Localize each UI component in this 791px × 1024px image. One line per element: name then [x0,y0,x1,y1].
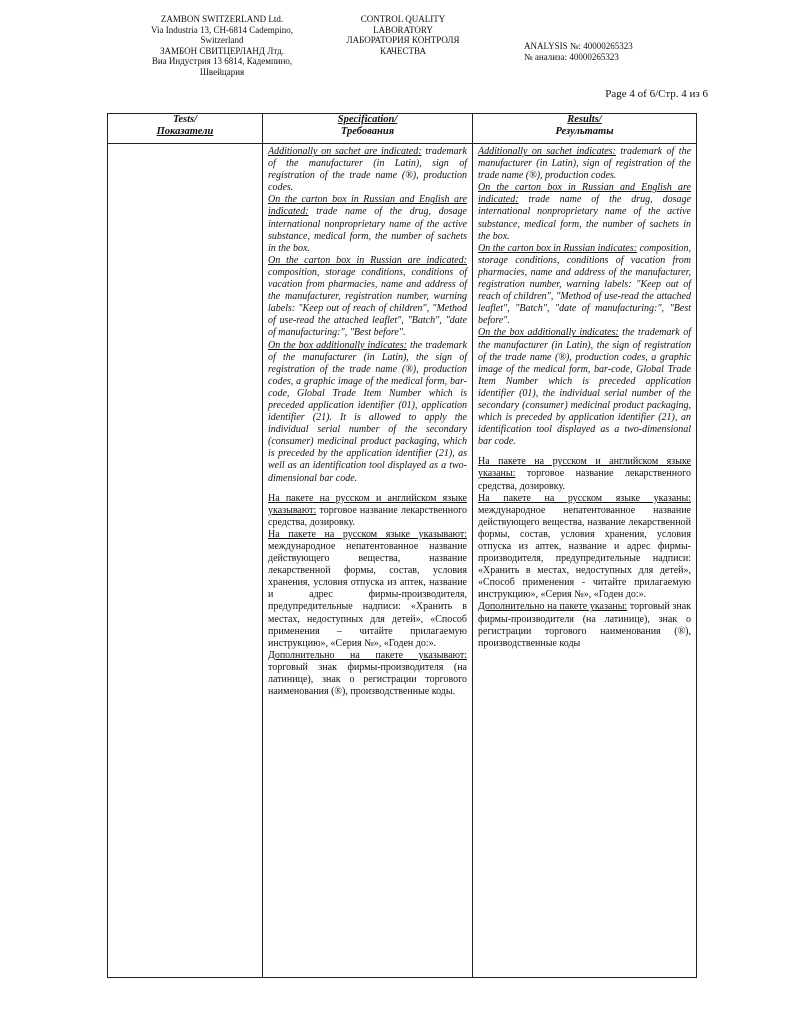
specification-header-ru: Требования [340,126,395,137]
table-header-row [108,114,697,144]
result-heading: On the carton box in Russian indicates: [478,242,638,254]
result-heading-ru: Дополнительно на пакете указаны: [478,601,628,613]
result-heading: Additionally on sachet indicates: [478,146,616,157]
specification-header [263,114,473,144]
tests-header-ru: Показатели [156,126,214,137]
result-heading: On the carton box in Russian and English are indicated: [478,182,691,206]
page-number: Page 4 of 6/Стр. 4 из 6 [605,88,708,100]
specification-cell [263,144,473,978]
spec-text: trade name of the drug, dosage international nonproprietary name of the active substance, medical form, the number of sachets in the box. [268,206,467,254]
spec-heading-ru: Дополнительно на пакете указывают: [268,649,467,661]
tests-cell [108,144,263,978]
spec-paragraph [268,194,467,254]
result-heading-ru: На пакете на русском и английском языке указаны: [478,456,691,480]
spec-heading: On the box additionally indicates: [268,339,407,351]
table-row [108,144,697,978]
result-heading-ru: На пакете на русском языке указаны: [478,492,691,504]
spec-text: composition, storage conditions, conditions of vacation from pharmacies, name and address of the manufacturer, registration number, warning labels: "Keep out of reach of children", "Method of use-read the attached leaflet", "Batch", "date of manufacturing:", "Best before". [268,266,467,339]
spec-text-ru: торговое название лекарственного средства, дозировку. [268,504,467,528]
result-paragraph-ru [478,493,691,602]
result-paragraph [478,146,691,182]
result-text-ru: торговый знак фирмы-производителя (на латинице), знак о регистрации торгового наименования (®), производственные коды [478,601,692,649]
lab-line: ЛАБОРАТОРИЯ КОНТРОЛЯ [346,35,460,46]
results-header [473,114,697,144]
result-paragraph-ru [478,456,691,492]
spec-paragraph [268,146,467,194]
spec-heading: On the carton box in Russian and English are indicated: [268,194,467,218]
result-text: trademark of the manufacturer (in Latin), sign of registration of the trade name (®), production codes. [478,146,692,182]
result-text: the trademark of the manufacturer (in Latin), the sign of registration of the trade name (®), production codes, a graphic image of the medical form, bar-code, Global Trade Item Number which is preceded application identifier (01), the individual serial number of the secondary (consumer) medicinal product packaging, which is preceded by application identifier (21), an identification tool displayed as a two-dimensional bar code. [478,327,692,448]
company-line: ZAMBON SWITZERLAND Ltd. [160,14,284,24]
company-line: Switzerland [200,35,244,46]
spec-paragraph-ru [268,529,467,650]
spec-paragraph [268,255,467,340]
spec-heading: Additionally on sachet are indicated: [268,146,422,157]
lab-line: КАЧЕСТВА [380,45,426,56]
company-line: ЗАМБОН СВИТЦЕРЛАНД Лтд. [160,45,284,56]
spec-text: the trademark of the manufacturer (in Latin), the sign of registration of the trade name (®), production codes, a graphic image of the medical form, bar-code, Global Trade Item Number which is preceded application identifier (01), application identifier (21). It is allowed to apply the individual serial number of the secondary (consumer) medicinal product packaging, which is preceded by the application identifier (21), as well as an identification tool displayed as a two-dimensional bar code. [268,339,467,484]
company-block [122,14,322,78]
result-paragraph [478,182,691,242]
spec-paragraph [268,340,467,485]
result-text-ru: торговое название лекарственного средства, дозировку. [478,468,691,492]
result-heading: On the box additionally indicates: [478,327,619,339]
company-line: Виа Индустрия 13 6814, Кадемпино, [151,56,293,67]
lab-line: LABORATORY [373,24,433,35]
analysis-number-ru: № анализа: 40000265323 [524,51,619,62]
company-line: Via Industria 13, CH-6814 Cadempino, [151,24,293,35]
spec-paragraph-ru [268,650,467,698]
spec-text: trademark of the manufacturer (in Latin), sign of registration of the trade name (®), production codes. [268,146,467,194]
spec-text-ru: международное непатентованное название действующего вещества, название лекарственной формы, состав, условия хранения, условия отпуска из аптек, название и адрес фирмы-производителя, предупредительные надписи: «Хранить в местах, недоступных для детей», «Способ применения – читайте прилагаемую инструкцию», «Серия №», «Годен до:». [268,541,467,649]
spec-heading-ru: На пакете на русском и английском языке указывают: [268,492,467,516]
spec-text-ru: торговый знак фирмы-производителя (на латинице), знак о регистрации торгового наименования (®), производственные коды. [268,661,467,698]
company-line: Швейцария [199,66,245,77]
tests-header [108,114,263,144]
tests-header-en: Tests/ [172,114,198,125]
specification-header-en: Specification/ [337,114,398,125]
result-text: composition, storage conditions, conditions of vacation from pharmacies, name and address of the manufacturer, registration number, warning labels: "Keep out of reach of children", "Method of use-read the attached leaflet", "Batch", "date of manufacturing:", "Best before". [478,242,691,327]
results-header-ru: Результаты [555,126,614,137]
result-text-ru: международное непатентованное название действующего вещества, название лекарственной формы, состав, условия хранения, условия отпуска из аптек, название и адрес фирмы-производителя, предупредительные надписи: «Хранить в местах, недоступных для детей», «Способ применения - читайте прилагаемую инструкцию», «Серия №», «Годен до:». [478,504,691,601]
spec-heading: On the carton box in Russian are indicated: [268,254,467,266]
analysis-number-block [524,41,674,62]
results-cell [473,144,697,978]
spec-heading-ru: На пакете на русском языке указывают: [268,528,467,540]
results-table [107,113,697,978]
spec-paragraph-ru [268,493,467,529]
result-paragraph [478,327,691,448]
result-text: trade name of the drug, dosage international nonproprietary name of the active substance, medical form, the number of sachets in the box. [478,194,691,242]
analysis-number-en: ANALYSIS №: 40000265323 [524,41,633,51]
results-header-en: Results/ [567,114,602,125]
result-paragraph-ru [478,601,691,649]
laboratory-block [338,14,468,56]
lab-line: CONTROL QUALITY [360,14,446,24]
result-paragraph [478,243,691,328]
